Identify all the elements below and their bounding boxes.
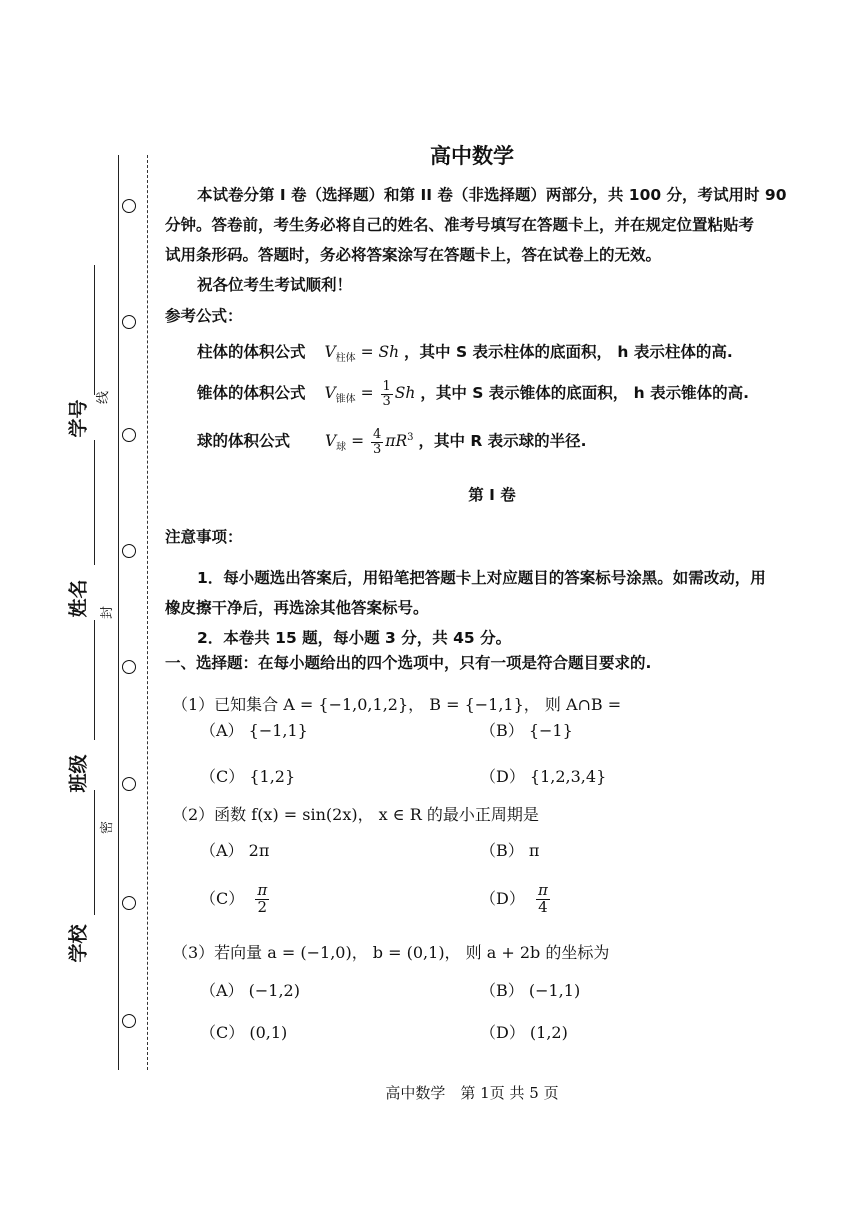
formula-sphere <box>197 428 587 456</box>
class-label: 班级 <box>67 754 90 793</box>
formula-label: 锥体的体积公式 <box>197 384 306 403</box>
binding-hole <box>122 428 136 442</box>
option-c: （C） (0,1) <box>200 1023 288 1042</box>
formula-expression: $V_球$ = $\frac{4}{3}$ $\pi R^3$ <box>324 427 414 457</box>
binding-hole <box>122 199 136 213</box>
binding-hole <box>122 896 136 910</box>
question-stem: （3）若向量 a = (−1,0)， b = (0,1)， 则 a + 2b 的坐标为 <box>172 943 610 962</box>
option-b: （B） {−1} <box>480 721 573 740</box>
page-footer: 高中数学 第 1页 共 5 页 <box>385 1084 559 1102</box>
class-line <box>94 620 95 740</box>
formula-description: ，其中 R 表示球的半径. <box>418 432 587 451</box>
formula-prism <box>197 340 733 364</box>
option-b: （B） (−1,1) <box>480 981 581 1000</box>
margin-dashed-line <box>147 155 148 1070</box>
binding-hole <box>122 777 136 791</box>
intro-line: 本试卷分第 I 卷（选择题）和第 II 卷（非选择题）两部分，共 100 分，考试用时 90 <box>197 186 787 204</box>
question-stem: （2）函数 f(x) = sin(2x)， x ∈ R 的最小正周期是 <box>172 805 539 824</box>
seal-mark-seal: 封 <box>100 605 116 620</box>
intro-line: 试用条形码。答题时，务必将答案涂写在答题卡上，答在试卷上的无效。 <box>165 246 662 264</box>
binding-hole <box>122 660 136 674</box>
part-title: 第 I 卷 <box>468 486 516 504</box>
formula-expression: $V_{锥体}$ = $\frac{1}{3}$ Sh <box>324 379 416 409</box>
option-fraction: $\frac{\pi}{4}$ <box>537 881 548 916</box>
formula-label: 柱体的体积公式 <box>197 343 306 361</box>
intro-line: 分钟。答卷前，考生务必将自己的姓名、准考号填写在答题卡上，并在规定位置粘贴考 <box>165 216 755 234</box>
note-line: 2．本卷共 15 题，每小题 3 分，共 45 分。 <box>197 629 512 647</box>
option-b: （B） π <box>480 841 540 860</box>
note-line: 1．每小题选出答案后，用铅笔把答题卡上对应题目的答案标号涂黑。如需改动，用 <box>197 569 766 587</box>
binding-hole <box>122 544 136 558</box>
option-d <box>480 883 552 916</box>
school-label: 学校 <box>67 924 90 963</box>
school-line <box>94 790 95 915</box>
option-d: （D） {1,2,3,4} <box>480 767 607 786</box>
binding-hole <box>122 315 136 329</box>
page-title: 高中数学 <box>430 144 514 168</box>
question-stem: （1）已知集合 A = {−1,0,1,2}， B = {−1,1}， 则 A∩B = <box>172 695 622 714</box>
formula-description: ，其中 S 表示锥体的底面积， h 表示锥体的高. <box>420 384 750 403</box>
option-a: （A） 2π <box>200 841 270 860</box>
option-label: （D） <box>480 888 525 908</box>
option-fraction: $\frac{\pi}{2}$ <box>257 881 268 916</box>
seal-mark-closed: 密 <box>100 820 116 835</box>
formula-description: ，其中 S 表示柱体的底面积， h 表示柱体的高. <box>404 343 733 361</box>
option-label: （C） <box>200 888 245 908</box>
student-id-line <box>94 265 95 395</box>
option-a: （A） (−1,2) <box>200 981 300 1000</box>
option-d: （D） (1,2) <box>480 1023 568 1042</box>
option-a: （A） {−1,1} <box>200 721 308 740</box>
option-c <box>200 883 271 916</box>
formula-heading: 参考公式： <box>165 307 243 325</box>
student-id-label: 学号 <box>67 399 90 438</box>
wish-text: 祝各位考生考试顺利！ <box>197 276 353 294</box>
formula-label: 球的体积公式 <box>197 432 291 451</box>
name-label: 姓名 <box>67 579 90 618</box>
formula-cone <box>197 380 749 408</box>
binding-hole <box>122 1014 136 1028</box>
section-heading: 一、选择题：在每小题给出的四个选项中，只有一项是符合题目要求的. <box>165 654 652 672</box>
seal-mark-line: 线 <box>96 390 112 405</box>
formula-expression: $V_{柱体} = Sh$ <box>324 343 400 365</box>
notes-heading: 注意事项： <box>165 528 243 546</box>
note-line: 橡皮擦干净后，再选涂其他答案标号。 <box>165 599 429 617</box>
option-c: （C） {1,2} <box>200 767 296 786</box>
margin-line <box>118 155 119 1070</box>
